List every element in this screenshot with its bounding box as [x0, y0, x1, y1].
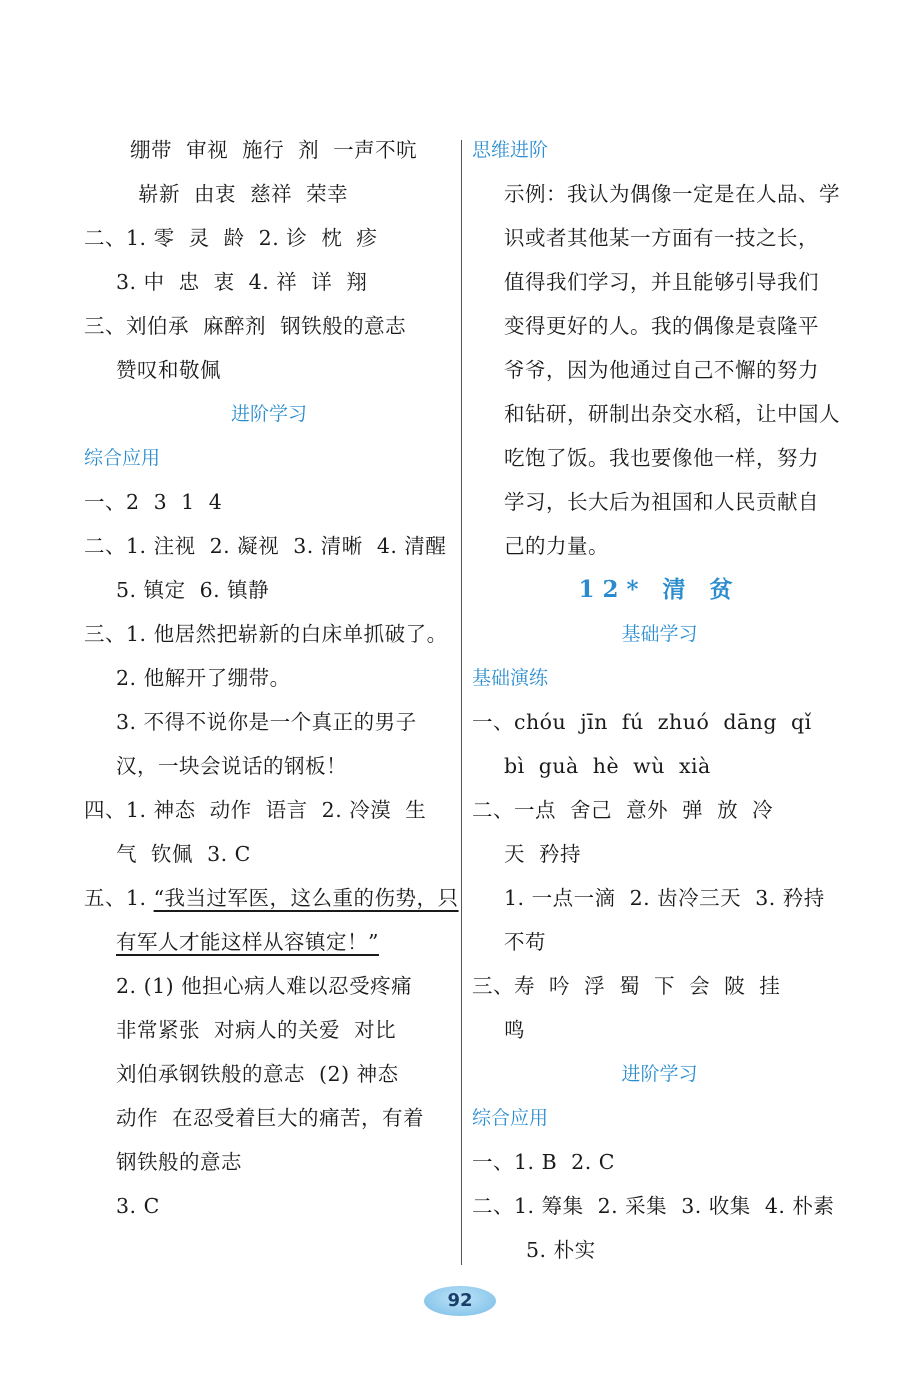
answer-line: 三、1. 他居然把崭新的白床单抓破了。 [84, 622, 448, 646]
answer-line: 崭新 由衷 慈祥 荣幸 [138, 182, 349, 206]
answer-line: 绷带 审视 施行 剂 一声不吭 [116, 138, 418, 162]
answer-line: 5. 朴实 [526, 1238, 596, 1262]
section-subheading: 进阶学习 [621, 1063, 698, 1085]
answer-line: 一、1. B 2. C [472, 1150, 615, 1174]
column-divider [461, 140, 462, 1265]
left-column [84, 128, 459, 1228]
answer-line: 一、2 3 1 4 [84, 490, 223, 514]
lesson-title: 12* 清 贫 [578, 576, 741, 603]
section-heading: 思维进阶 [472, 139, 549, 161]
answer-line: 值得我们学习，并且能够引导我们 [504, 270, 819, 294]
answer-line: 鸣 [504, 1018, 525, 1042]
answer-line: 吃饱了饭。我也要像他一样，努力 [504, 446, 819, 470]
answer-line: 三、刘伯承 麻醉剂 钢铁般的意志 [84, 314, 407, 338]
answer-line: 非常紧张 对病人的关爱 对比 [116, 1018, 397, 1042]
answer-line: 5. 镇定 6. 镇静 [116, 578, 270, 602]
answer-line: 动作 在忍受着巨大的痛苦，有着 [116, 1106, 425, 1130]
answer-line: 二、1. 注视 2. 凝视 3. 清晰 4. 清醒 [84, 534, 447, 558]
answer-line: 2. (1) 他担心病人难以忍受疼痛 [116, 974, 413, 998]
section-heading: 综合应用 [84, 447, 161, 469]
answer-line: bì guà hè wù xià [504, 754, 711, 778]
answer-line: 2. 他解开了绷带。 [116, 666, 291, 690]
answer-line: 3. 不得不说你是一个真正的男子 [116, 710, 417, 734]
answer-line: 刘伯承钢铁般的意志 (2) 神态 [116, 1062, 399, 1086]
answer-line: 三、寿 吟 浮 蜀 下 会 陂 挂 [472, 974, 781, 998]
answer-line: 己的力量。 [504, 534, 609, 558]
answer-line: 二、1. 筹集 2. 采集 3. 收集 4. 朴素 [472, 1194, 835, 1218]
answer-line: 一、chóu jīn fú zhuó dāng qǐ [472, 710, 812, 734]
page-number: 92 [424, 1286, 496, 1316]
section-heading: 综合应用 [472, 1107, 549, 1129]
answer-line: 识或者其他某一方面有一技之长， [504, 226, 819, 250]
answer-line: 3. C [116, 1194, 160, 1218]
answer-line: 四、1. 神态 动作 语言 2. 冷漠 生 [84, 798, 427, 822]
answer-line: 赞叹和敬佩 [116, 358, 221, 382]
right-column [472, 128, 847, 1272]
answer-line: 天 矜持 [504, 842, 582, 866]
answer-line: 气 钦佩 3. C [116, 842, 251, 866]
underlined-quote: 有军人才能这样从容镇定！” [116, 930, 379, 954]
answer-line: 汉，一块会说话的钢板！ [116, 754, 347, 778]
section-subheading: 进阶学习 [230, 403, 307, 425]
answer-line: 爷爷，因为他通过自己不懈的努力 [504, 358, 819, 382]
answer-line: 和钻研，研制出杂交水稻，让中国人 [504, 402, 840, 426]
answer-line: 变得更好的人。我的偶像是袁隆平 [504, 314, 819, 338]
answer-line: 钢铁般的意志 [116, 1150, 242, 1174]
answer-line [84, 920, 454, 964]
section-heading: 基础演练 [472, 667, 549, 689]
answer-line: 五、1. “我当过军医，这么重的伤势，只 [84, 886, 459, 910]
answer-line: 3. 中 忠 衷 4. 祥 详 翔 [116, 270, 368, 294]
answer-line: 不苟 [504, 930, 546, 954]
answer-line: 示例：我认为偶像一定是在人品、学 [504, 182, 840, 206]
answer-line: 学习，长大后为祖国和人民贡献自 [504, 490, 819, 514]
underlined-quote: “我当过军医，这么重的伤势，只 [153, 886, 459, 910]
section-subheading: 基础学习 [621, 623, 698, 645]
answer-line: 1. 一点一滴 2. 齿冷三天 3. 矜持 [504, 886, 825, 910]
answer-line: 二、一点 舍己 意外 弹 放 冷 [472, 798, 774, 822]
answer-line: 二、1. 零 灵 龄 2. 诊 枕 疹 [84, 226, 378, 250]
